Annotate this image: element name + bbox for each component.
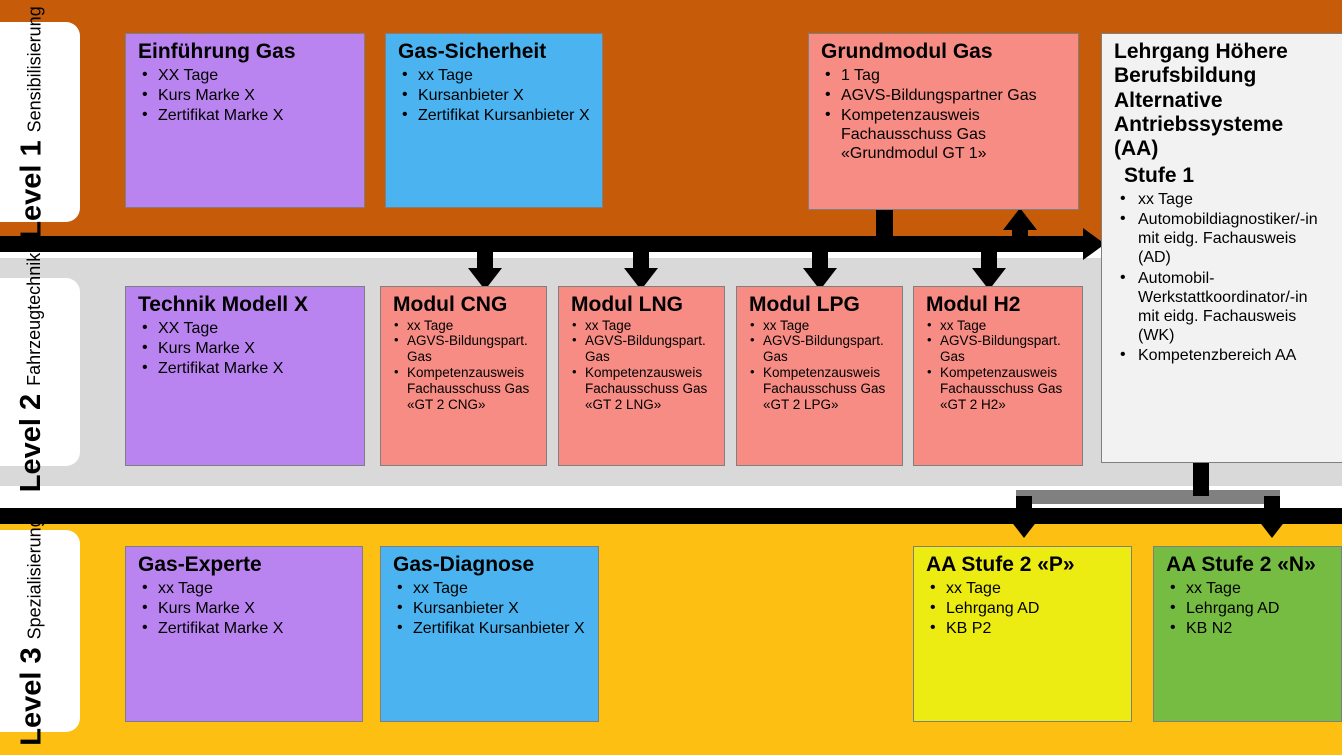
list-item: • Kompetenzausweis Fachausschuss Gas «GT 2 H2» [926, 365, 1072, 413]
level-3-title: Level 3 [15, 646, 48, 746]
card-bullets [393, 318, 536, 414]
card-bullets [138, 319, 354, 379]
card-subtitle-stufe: Stufe 1 [1124, 163, 1195, 187]
card-technik-modell-x[interactable] [125, 286, 365, 466]
list-item: • xx Tage [749, 318, 892, 334]
card-bullets [571, 318, 714, 414]
level-tab-2 [0, 252, 80, 492]
list-item: • Zertifikat Marke X [138, 619, 352, 638]
card-bullets [1114, 190, 1333, 366]
level-tab-3 [0, 516, 80, 746]
list-item: • Automobil-Werkstattkoordinator/-in mit eidg. Fachausweis (WK) [1114, 269, 1333, 346]
card-bullets [926, 579, 1121, 639]
list-item: • xx Tage [926, 318, 1072, 334]
card-aa-stufe-2-p[interactable] [913, 546, 1132, 722]
level-2-subtitle: Fahrzeugtechnik [24, 252, 45, 386]
list-item: • xx Tage [398, 66, 592, 85]
card-title: Modul CNG [393, 293, 508, 316]
card-title: Modul LNG [571, 293, 683, 316]
level-tab-1 [0, 5, 80, 239]
list-item: • xx Tage [1166, 579, 1331, 598]
connector-to-lehrgang [1012, 228, 1028, 252]
card-title: Modul LPG [749, 293, 860, 316]
list-item: • Kompetenzausweis Fachausschuss Gas «GT 2 LPG» [749, 365, 892, 413]
connector-lehrgang-down [1193, 463, 1209, 496]
card-title: Lehrgang Höhere Berufsbildung Alternative Antriebssysteme (AA) [1114, 40, 1288, 161]
list-item: • KB N2 [1166, 619, 1331, 638]
list-item: • AGVS-Bildungspart. Gas [393, 333, 536, 365]
card-title: Gas-Diagnose [393, 553, 535, 576]
level1-flow-bar [0, 236, 1085, 252]
card-bullets [393, 579, 588, 639]
card-grundmodul-gas[interactable] [808, 33, 1079, 210]
card-gas-experte[interactable] [125, 546, 363, 722]
list-item: • xx Tage [926, 579, 1121, 598]
list-item: • Kompetenzausweis Fachausschuss Gas «GT 2 LNG» [571, 365, 714, 413]
list-item: • AGVS-Bildungspart. Gas [571, 333, 714, 365]
arrow-up-lehrgang-icon [1003, 208, 1037, 230]
level-3-subtitle: Spezialisierung [24, 516, 45, 639]
list-item: • xx Tage [571, 318, 714, 334]
arrow-down-aa-p-icon [1007, 516, 1041, 538]
card-title: Technik Modell X [138, 293, 308, 316]
card-bullets [138, 579, 352, 639]
list-item: • Lehrgang AD [1166, 599, 1331, 618]
list-item: • KB P2 [926, 619, 1121, 638]
list-item: • Zertifikat Kursanbieter X [393, 619, 588, 638]
list-item: • Kurs Marke X [138, 86, 354, 105]
list-item: • Kompetenzbereich AA [1114, 346, 1333, 365]
card-title: Einführung Gas [138, 40, 296, 63]
card-bullets [398, 66, 592, 126]
list-item: • AGVS-Bildungspart. Gas [926, 333, 1072, 365]
card-title: AA Stufe 2 «N» [1166, 553, 1316, 576]
card-gas-diagnose[interactable] [380, 546, 599, 722]
list-item: • Kurs Marke X [138, 599, 352, 618]
card-title: Gas-Experte [138, 553, 262, 576]
level-2-title: Level 2 [15, 393, 48, 492]
connector-to-aa-stufe2-n [1264, 496, 1280, 518]
list-item: • Lehrgang AD [926, 599, 1121, 618]
card-aa-stufe-2-n[interactable] [1153, 546, 1342, 722]
card-modul-h2[interactable] [913, 286, 1083, 466]
list-item: • xx Tage [138, 579, 352, 598]
list-item: • 1 Tag [821, 66, 1068, 85]
card-bullets [821, 66, 1068, 164]
card-title: Gas-Sicherheit [398, 40, 547, 63]
list-item: • Zertifikat Marke X [138, 106, 354, 125]
level-1-subtitle: Sensibilisierung [24, 5, 45, 132]
card-modul-cng[interactable] [380, 286, 547, 466]
list-item: • xx Tage [1114, 190, 1333, 209]
list-item: • xx Tage [393, 579, 588, 598]
list-item: • Zertifikat Kursanbieter X [398, 106, 592, 125]
card-bullets [926, 318, 1072, 414]
list-item: • Kompetenzausweis Fachausschuss Gas «Grundmodul GT 1» [821, 106, 1068, 164]
card-title: AA Stufe 2 «P» [926, 553, 1075, 576]
level-1-title: Level 1 [15, 139, 48, 239]
card-einfuehrung-gas[interactable] [125, 33, 365, 208]
card-lehrgang-hoehere-berufsbildung[interactable] [1101, 33, 1342, 463]
connector-to-aa-stufe2-p [1016, 496, 1032, 518]
card-gas-sicherheit[interactable] [385, 33, 603, 208]
list-item: • Kursanbieter X [398, 86, 592, 105]
level3-flow-bar [0, 508, 1342, 524]
card-title: Modul H2 [926, 293, 1021, 316]
arrow-down-aa-n-icon [1255, 516, 1289, 538]
card-bullets [138, 66, 354, 126]
list-item: • XX Tage [138, 319, 354, 338]
list-item: • xx Tage [393, 318, 536, 334]
card-modul-lpg[interactable] [736, 286, 903, 466]
connector-grey-distribution-bar [1016, 490, 1280, 504]
card-bullets [1166, 579, 1331, 639]
card-title: Grundmodul Gas [821, 40, 993, 63]
card-modul-lng[interactable] [558, 286, 725, 466]
list-item: • Kompetenzausweis Fachausschuss Gas «GT 2 CNG» [393, 365, 536, 413]
card-bullets [749, 318, 892, 414]
list-item: • Kurs Marke X [138, 339, 354, 358]
list-item: • Zertifikat Marke X [138, 359, 354, 378]
list-item: • AGVS-Bildungspart. Gas [749, 333, 892, 365]
list-item: • Automobildiagnostiker/-in mit eidg. Fachausweis (AD) [1114, 210, 1333, 268]
list-item: • XX Tage [138, 66, 354, 85]
list-item: • AGVS-Bildungspartner Gas [821, 86, 1068, 105]
list-item: • Kursanbieter X [393, 599, 588, 618]
